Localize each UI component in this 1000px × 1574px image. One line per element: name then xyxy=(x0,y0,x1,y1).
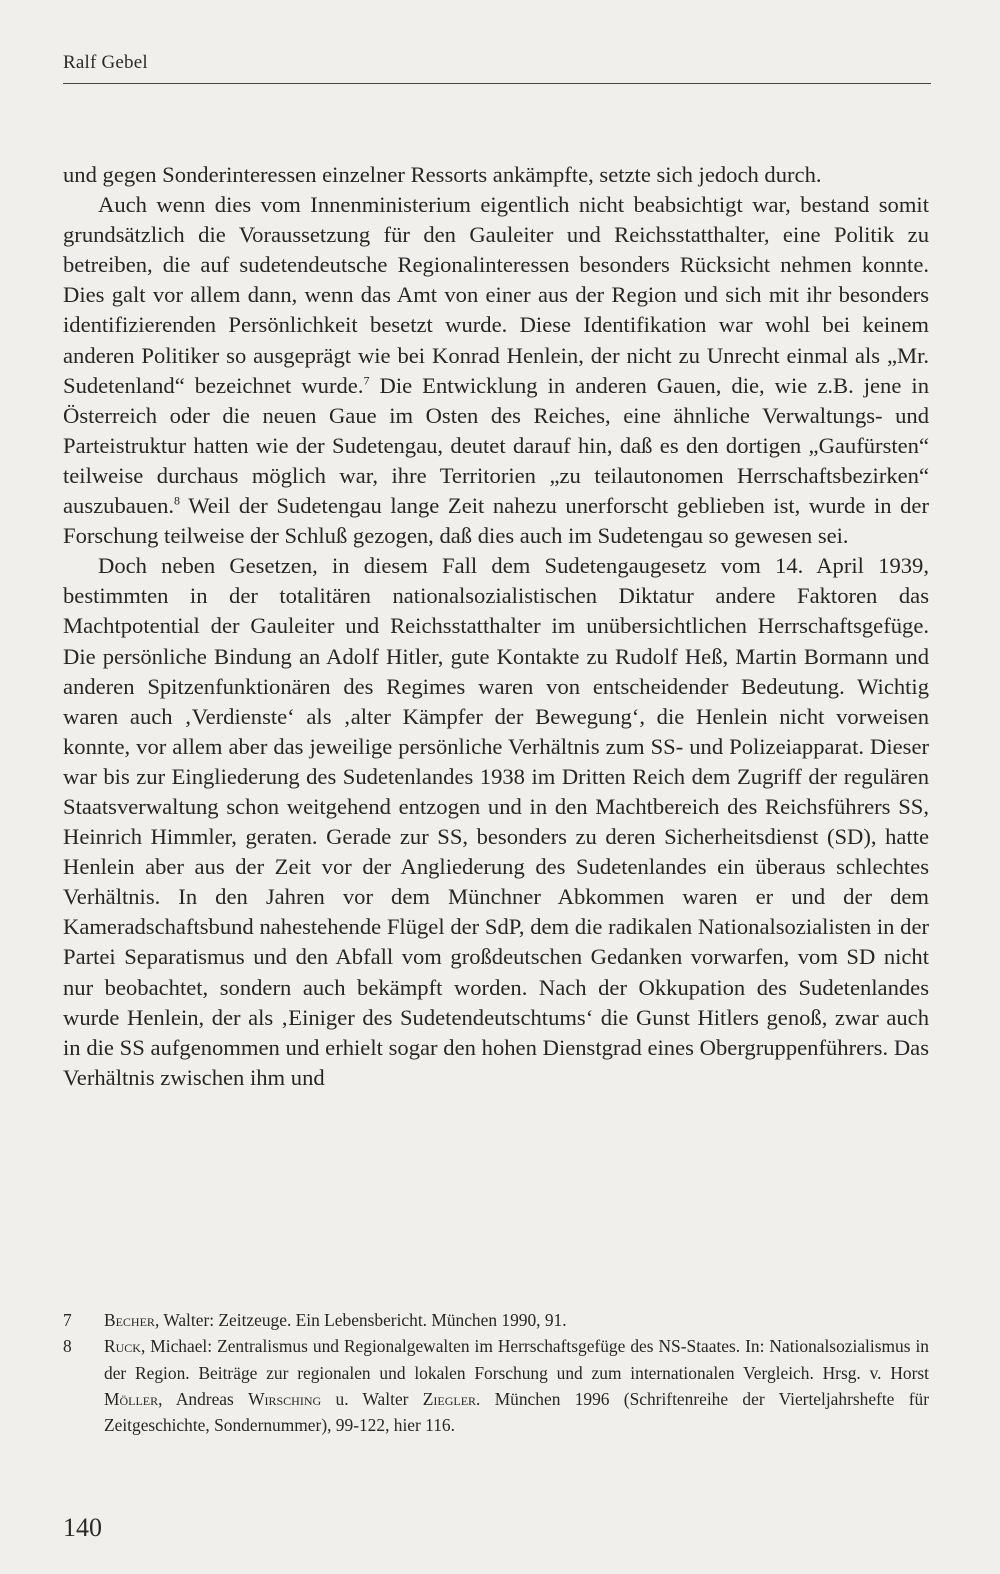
text-segment: . München 1996 (Schriftenreihe der Vierteljahrshefte für Zeitgeschichte, Sondernummer), 99-122, hier 116. xyxy=(104,1388,929,1436)
text-segment: , Walter: Zeitzeuge. Ein Lebensbericht. München 1990, 91. xyxy=(154,1310,567,1330)
running-head: Ralf Gebel xyxy=(63,52,148,73)
page-number: 140 xyxy=(63,1513,102,1542)
text-segment: Die Entwicklung in anderen Gauen, die, wie z.B. jene in Österreich oder die neuen Gaue im Osten des Reiches, eine ähnliche Verwaltungs- und Parteistruktur hatten wie der Sudetengau, deutet darauf hin, daß es den dortigen „Gaufürsten“ teilweise durchaus möglich war, ihre Territorien „zu teilautonomen Herrschaftsbezirken“ auszubauen. xyxy=(63,372,929,519)
footnote-text xyxy=(104,1307,929,1333)
text-segment: , Andreas xyxy=(158,1388,249,1409)
footnotes xyxy=(63,1307,929,1438)
footnote-text xyxy=(104,1333,929,1438)
paragraph xyxy=(63,190,929,551)
footnote-ref-8[interactable]: 8 xyxy=(174,493,181,508)
body-text xyxy=(63,160,929,1093)
text-segment: Doch neben Gesetzen, in diesem Fall dem Sudetengaugesetz vom 14. April 1939, bestimmten in der totalitären nationalsozialistischen Diktatur andere Faktoren das Machtpotential der Gauleiter und Reichsstatthalter im unübersichtlichen Herrschaftsgefüge. Die persönliche Bindung an Adolf Hitler, gute Kontakte zu Rudolf Heß, Martin Bormann und anderen Spitzenfunktionären des Regimes waren von entscheidender Bedeutung. Wichtig waren auch ‚Verdienste‘ als ‚alter Kämpfer der Bewegung‘, die Henlein nicht vorweisen konnte, vor allem aber das jeweilige persönliche Verhältnis zum SS- und Polizeiapparat. Dieser war bis zur Eingliederung des Sudetenlandes 1938 im Dritten Reich dem Zugriff der regulären Staatsverwaltung schon weitgehend entzogen und in den Machtbereich des Reichsführers SS, Heinrich Himmler, geraten. Gerade zur SS, besonders zu deren Sicherheitsdienst (SD), hatte Henlein aber aus der Zeit vor der Angliederung des Sudetenlandes ein überaus schlechtes Verhältnis. In den Jahren vor dem Münchner Abkommen waren er und der dem Kameradschaftsbund nahestehende Flügel der SdP, dem die radikalen Nationalsozialisten in der Partei Separatismus und den Abfall vom großdeutschen Gedanken vorwarfen, vom SD nicht nur beobachtet, sondern auch bekämpft worden. Nach der Okkupation des Sudetenlandes wurde Henlein, der als ‚Einiger des Sudetendeutschtums‘ die Gunst Hitlers genoß, zwar auch in die SS aufgenommen und erhielt sogar den hohen Dienstgrad eines Obergruppenführers. Das Verhältnis zwischen ihm und xyxy=(63,553,929,1090)
author-name: Ziegler xyxy=(422,1388,477,1409)
header-rule xyxy=(63,83,931,84)
text-segment: u. Walter xyxy=(321,1388,423,1409)
author-name: Ruck xyxy=(104,1336,141,1357)
text-segment: , Michael: Zentralismus und Regionalgewalten im Herrschaftsgefüge des NS-Staates. In: Nationalsozialismus in der Region. Beiträge zur regionalen und lokalen Forschung und zum internationalen Vergleich. Hrsg. v. Horst xyxy=(104,1336,929,1383)
text-segment: und gegen Sonderinteressen einzelner Ressorts ankämpfte, setzte sich jedoch durch. xyxy=(63,162,822,187)
text-segment: Auch wenn dies vom Innenministerium eigentlich nicht beabsichtigt war, bestand somit grundsätzlich die Voraussetzung für den Gauleiter und Reichsstatthalter, eine Politik zu betreiben, die auf sudetendeutsche Regionalinteressen besonders Rücksicht nehmen konnte. Dies galt vor allem dann, wenn das Amt von einer aus der Region und sich mit ihr besonders identifizierenden Persönlichkeit besetzt wurde. Diese Identifikation war wohl bei keinem anderen Politiker so ausgeprägt wie bei Konrad Henlein, der nicht zu Unrecht einmal als „Mr. Sudetenland“ bezeichnet wurde. xyxy=(63,192,929,398)
footnote-ref-7[interactable]: 7 xyxy=(363,373,370,388)
footnote-number: 7 xyxy=(63,1310,72,1330)
paragraph xyxy=(63,551,929,1093)
footnote-number: 8 xyxy=(63,1336,72,1357)
text-segment: Weil der Sudetengau lange Zeit nahezu unerforscht geblieben ist, wurde in der Forschung teilweise der Schluß gezogen, daß dies auch im Sudetengau so gewesen sei. xyxy=(63,493,929,549)
author-name: Becher xyxy=(104,1310,155,1330)
paragraph xyxy=(63,160,929,190)
footnote xyxy=(63,1333,929,1438)
author-name: Wirsching xyxy=(248,1388,322,1409)
author-name: Möller xyxy=(104,1388,159,1409)
footnote xyxy=(63,1307,929,1333)
